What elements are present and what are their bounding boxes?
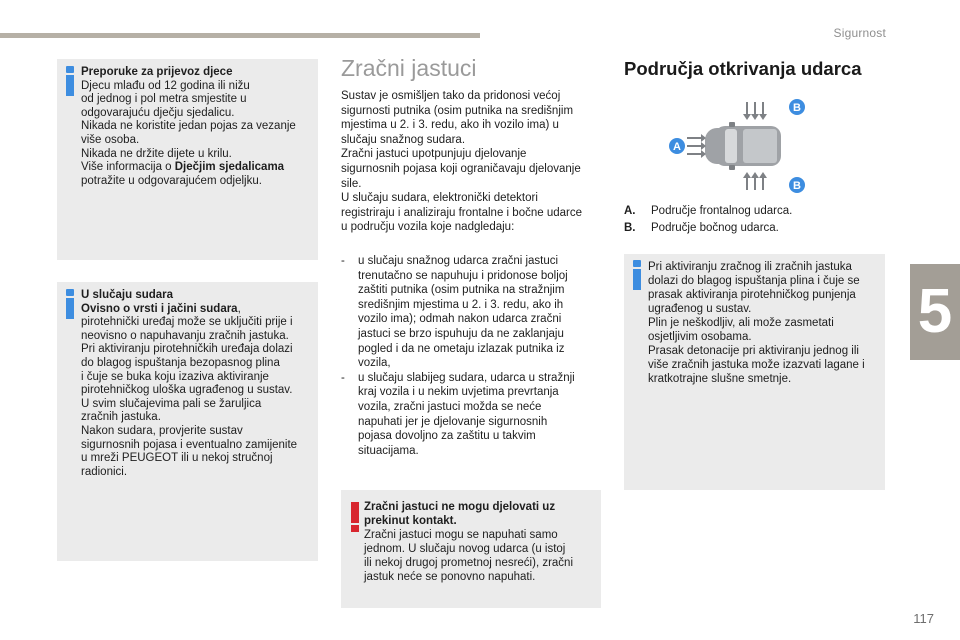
airbags-intro bbox=[341, 89, 603, 235]
note-line: U svim slučajevima pali se žaruljica bbox=[81, 397, 262, 410]
chapter-tab bbox=[910, 264, 960, 360]
info-line: Plin je neškodljiv, ali može zasmetati bbox=[648, 317, 834, 329]
collision-text bbox=[81, 289, 315, 479]
note-line: Ovisno o vrsti i jačini sudara, bbox=[81, 302, 241, 315]
note-line: Nikada ne držite dijete u krilu. bbox=[81, 147, 232, 160]
info-line: više zračnih jastuka može izazvati lagane i bbox=[648, 359, 865, 371]
info-icon bbox=[64, 289, 76, 319]
note-line: od jednog i pol metra smjestite u bbox=[81, 93, 247, 106]
airbag-warning-text bbox=[364, 500, 598, 584]
svg-text:B: B bbox=[793, 102, 801, 114]
impact-zones-diagram bbox=[665, 98, 815, 194]
info-line: Prasak detonacije pri aktiviranju jednog ili bbox=[648, 345, 859, 357]
front-impact-arrows bbox=[687, 134, 706, 158]
info-icon bbox=[64, 66, 76, 96]
info-line: Pri aktiviranju zračnog ili zračnih jastuka bbox=[648, 261, 852, 273]
info-icon bbox=[631, 260, 643, 290]
warning-line: Zračni jastuci mogu se napuhati samo bbox=[364, 529, 558, 541]
note-title: Preporuke za prijevoz djece bbox=[81, 66, 233, 78]
intro-line: sigurnosti putnika (osim putnika na središnjim bbox=[341, 104, 574, 117]
warning-title: Zračni jastuci ne mogu djelovati uz bbox=[364, 501, 556, 513]
note-line: potražite u odgovarajućem odjeljku. bbox=[81, 174, 262, 187]
intro-line: sile. bbox=[341, 177, 362, 190]
note-line: Više informacija o Dječjim sjedalicama bbox=[81, 161, 285, 174]
intro-line: sigurnosnih pojasa koji ograničavaju djelovanje bbox=[341, 162, 581, 175]
detection-zones-heading: Područja otkrivanja udarca bbox=[624, 58, 862, 79]
warning-title: prekinut kontakt. bbox=[364, 515, 457, 527]
note-line: Pri aktiviranju pirotehničkih uređaja dolazi bbox=[81, 343, 293, 356]
info-line: prasak aktiviranja pirotehničkog punjenja bbox=[648, 289, 856, 301]
note-line: neovisno o napuhavanju zračnih jastuka. bbox=[81, 329, 289, 342]
intro-line: mjestima u 2. i 3. redu, ako ih vozilo ima) u bbox=[341, 119, 559, 132]
info-line: ugrađenog u sustav. bbox=[648, 303, 752, 315]
intro-line: Sustav je osmišljen tako da pridonosi većoj bbox=[341, 90, 561, 102]
child-transport-text bbox=[81, 66, 315, 188]
note-line: radionici. bbox=[81, 465, 128, 478]
info-line: kratkotrajne slušne smetnje. bbox=[648, 373, 792, 385]
intro-line: u području vozila koje nadgledaju: bbox=[341, 221, 515, 234]
note-line: Nakon sudara, provjerite sustav bbox=[81, 424, 243, 437]
note-line: i čuje se buka koju izaziva aktiviranje bbox=[81, 370, 269, 383]
note-line: zračnih jastuka. bbox=[81, 411, 161, 424]
note-line: odgovarajuću dječju sjedalicu. bbox=[81, 106, 235, 119]
intro-line: registriraju i analiziraju frontalne i bočne udarce bbox=[341, 206, 582, 219]
side-impact-arrows-bottom bbox=[743, 172, 767, 190]
airbag-behavior-list bbox=[341, 254, 603, 458]
warning-line: jastuk neće se ponovno napuhati. bbox=[364, 571, 536, 583]
side-impact-arrows-top bbox=[743, 102, 767, 120]
intro-line: slučaju snažnog sudara. bbox=[341, 133, 466, 146]
badge-b-bottom bbox=[789, 177, 805, 193]
note-line: Djecu mlađu od 12 godina ili nižu bbox=[81, 79, 250, 92]
vehicle-top-view bbox=[705, 122, 781, 170]
warning-icon bbox=[350, 502, 360, 532]
section-title: Sigurnost bbox=[833, 26, 886, 40]
note-title: U slučaju sudara bbox=[81, 289, 174, 301]
warning-line: ili nekoj drugoj prometnoj nesreći), zračni bbox=[364, 557, 574, 569]
header-rule bbox=[0, 33, 480, 38]
pyrotechnic-info-text bbox=[648, 260, 882, 386]
info-line: osjetljivim osobama. bbox=[648, 331, 752, 343]
note-line: u mreži PEUGEOT ili u nekoj stručnoj bbox=[81, 452, 273, 465]
note-line: Nikada ne koristite jedan pojas za vezanje bbox=[81, 120, 296, 133]
note-line: sigurnosnih pojasa i eventualno zamijenite bbox=[81, 438, 298, 451]
note-line: pirotehnički uređaj može se uključiti prije i bbox=[81, 316, 293, 329]
note-line: do blagog ispuštanja bezopasnog plina bbox=[81, 356, 280, 369]
badge-b-top bbox=[789, 99, 805, 115]
svg-text:A: A bbox=[673, 141, 681, 153]
list-item: - u slučaju slabijeg sudara, udarca u stražnji kraj vozila i u nekim uvjetima prevrtanja vozila, zračni jastuci možda se neće napuhati jer je djelovanje sigurnosnih pojasa dovoljno za zaštitu u takvim situacijama. bbox=[341, 371, 575, 457]
svg-text:B: B bbox=[793, 180, 801, 192]
note-line: pirotehničkog uloška ugrađenog u sustav. bbox=[81, 384, 293, 397]
info-line: dolazi do blagog ispuštanja plina i čuje se bbox=[648, 275, 860, 287]
airbags-heading: Zračni jastuci bbox=[341, 55, 477, 81]
warning-line: jednom. U slučaju novog udarca (u istoj bbox=[364, 543, 566, 555]
list-item: - u slučaju snažnog udarca zračni jastuci trenutačno se napuhuju i pridonose boljoj zaštiti putnika (osim putnika na stražnjim središnjim mjestima u 2. i 3. redu, ako ih vozilo ima); odmah nakon udarca zračni jastuci se brzo ispuhuju da ne zaklanjaju pogled i da ne ometaju izlazak putnika iz vozila, bbox=[341, 255, 568, 370]
badge-a bbox=[669, 138, 685, 154]
chapter-number: 5 bbox=[917, 277, 953, 346]
note-line: više osoba. bbox=[81, 133, 140, 146]
page-number: 117 bbox=[913, 611, 934, 626]
intro-line: U slučaju sudara, elektronički detektori bbox=[341, 192, 538, 205]
intro-line: Zračni jastuci upotpunjuju djelovanje bbox=[341, 148, 527, 161]
